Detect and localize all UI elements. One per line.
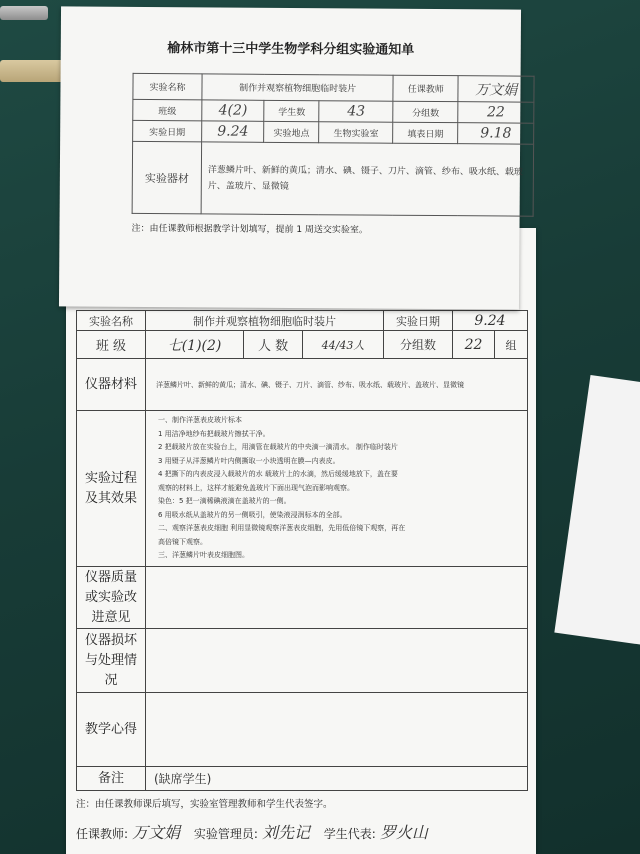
notice-location-value: 生物实验室	[319, 122, 393, 144]
record-remarks-label: 备注	[77, 767, 146, 791]
record-groups-label: 分组数	[383, 331, 452, 359]
background-paper	[554, 375, 640, 645]
record-process-label: 实验过程及其效果	[77, 411, 146, 567]
record-quality-label: 仪器质量或实验改进意见	[77, 567, 146, 629]
record-damage-value	[146, 629, 528, 693]
admin-signature: 刘先记	[261, 823, 310, 842]
notice-equipment-label: 实验器材	[132, 141, 202, 213]
notice-name-value: 制作并观察植物细胞临时装片	[202, 74, 393, 101]
record-remarks-value: (缺席学生)	[146, 767, 528, 791]
record-name-label: 实验名称	[77, 311, 146, 331]
notice-title: 榆林市第十三中学生物学科分组实验通知单	[167, 41, 415, 58]
record-people-value: 44/43人	[303, 331, 384, 359]
record-name-value: 制作并观察植物细胞临时装片	[146, 311, 384, 331]
step-line: 染色：5 把一滴稀碘液滴在盖玻片的一侧。	[158, 497, 291, 505]
step-line: 高倍镜下观察。	[158, 537, 207, 546]
record-damage-label: 仪器损坏与处理情况	[77, 629, 146, 693]
notice-students-label: 学生数	[264, 100, 319, 121]
notice-note: 注：由任课教师根据教学计划填写，提前 1 周送交实验室。	[131, 223, 368, 236]
record-steps	[146, 411, 528, 567]
keys-decor	[0, 6, 48, 20]
admin-sign-label: 实验管理员:	[193, 827, 258, 841]
step-line: 4 把撕下的内表皮浸入载玻片的水 载玻片上的水滴，然后缓缓地放下，盖在要	[158, 470, 398, 478]
step-line: 三、洋葱鳞片叶表皮细胞图。	[158, 551, 249, 559]
teacher-sign-label: 任课教师:	[76, 827, 129, 841]
record-table	[76, 310, 528, 791]
experiment-notice-sheet	[59, 6, 521, 309]
experiment-record-sheet	[66, 228, 536, 854]
teacher-signature: 万文娟	[132, 823, 181, 842]
step-line: 1 用洁净地纱布把载玻片擦拭干净。	[158, 429, 270, 438]
notice-teacher-label: 任课教师	[393, 75, 458, 101]
record-groups-unit: 组	[495, 331, 528, 359]
record-reflection-value	[146, 693, 528, 767]
student-sign-label: 学生代表:	[323, 827, 376, 841]
notice-equipment-value: 洋葱鳞片叶、新鲜的黄瓜；清水、碘、镊子、刀片、滴管、纱布、吸水纸、载玻片、盖玻片、显微镜	[201, 142, 533, 216]
notice-location-label: 实验地点	[264, 121, 319, 142]
record-quality-value	[146, 567, 528, 629]
step-line: 2 把载玻片放在实验台上，用滴管在载玻片的中央滴一滴清水。 制作临时装片	[158, 443, 398, 451]
step-line: 6 用吸水纸从盖玻片的另一侧吸引，使染液浸润标本的全部。	[158, 510, 347, 519]
notice-fill-date-label: 填表日期	[393, 122, 458, 143]
notice-date-label: 实验日期	[133, 120, 202, 141]
notice-groups-value: 22	[458, 102, 534, 124]
notice-fill-date-value: 9.18	[458, 123, 534, 145]
step-line: 观察的材料上，这样才能避免盖玻片下面出现气泡而影响观察。	[158, 483, 354, 492]
record-date-label: 实验日期	[383, 311, 452, 331]
notice-date-value: 9.24	[202, 121, 265, 142]
record-groups-value: 22	[452, 331, 494, 359]
notice-students-value: 43	[319, 101, 393, 123]
record-reflection-label: 教学心得	[77, 693, 146, 767]
notice-class-value: 4(2)	[202, 100, 265, 121]
signature-line	[76, 820, 531, 843]
notice-class-label: 班级	[133, 99, 202, 120]
record-class-label: 班 级	[77, 331, 146, 359]
record-instruments-value: 洋葱鳞片叶、新鲜的黄瓜；清水、碘、镊子、刀片、滴管、纱布、吸水纸、载玻片、盖玻片、显微镜	[146, 359, 528, 411]
student-signature: 罗火山	[379, 823, 428, 842]
record-class-value: 七(1)(2)	[146, 331, 244, 359]
notice-teacher-value: 万文娟	[458, 76, 534, 103]
notice-name-label: 实验名称	[133, 73, 202, 99]
step-line: 一、制作洋葱表皮玻片标本	[158, 416, 242, 424]
record-instruments-label: 仪器材料	[77, 359, 146, 411]
notice-groups-label: 分组数	[393, 101, 458, 122]
step-line: 二、观察洋葱表皮细胞 利用显微镜观察洋葱表皮细胞，先用低倍镜下观察，再在	[158, 524, 406, 532]
step-line: 3 用镊子从洋葱鳞片叶内侧撕取一小块透明在膜—内表皮。	[158, 456, 340, 465]
record-footnote: 注：由任课教师课后填写，实验室管理教师和学生代表签字。	[76, 799, 333, 810]
record-people-label: 人 数	[244, 331, 303, 359]
record-date-value: 9.24	[452, 311, 527, 331]
notice-table	[132, 73, 535, 217]
